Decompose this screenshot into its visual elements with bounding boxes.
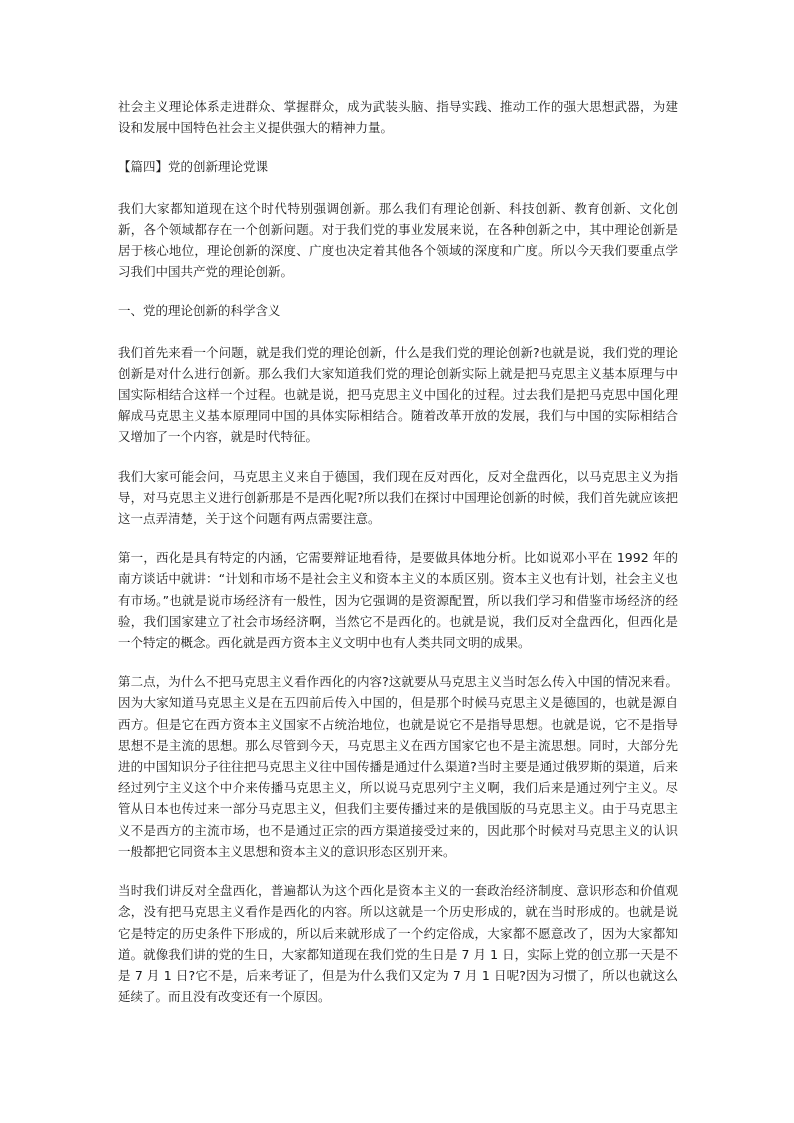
- document-page: [118, 96, 678, 1025]
- section-title: 【篇四】党的创新理论党课: [118, 159, 269, 175]
- paragraph-intro: 社会主义理论体系走进群众、掌握群众，成为武装头脑、指导实践、推动工作的强大思想武器，为建设和发展中国特色社会主义提供强大的精神力量。: [118, 99, 678, 136]
- paragraph-point-two: 第二点，为什么不把马克思主义看作西化的内容?这就要从马克思主义当时怎么传入中国的情况来看。因为大家知道马克思主义是在五四前后传入中国的，但是那个时候马克思主义是德国的，也就是源自西方。但是它在西方资本主义国家不占统治地位，也就是说它不是指导思想。也就是说，它不是指导思想不是主流的思想。那么尽管到今天，马克思主义在西方国家它也不是主流思想。同时，大部分先进的中国知识分子往往把马克思主义往中国传播是通过什么渠道?当时主要是通过俄罗斯的渠道，后来经过列宁主义这个中介来传播马克思主义，所以说马克思列宁主义啊，我们后来是通过列宁主义。尽管从日本也传过来一部分马克思主义，但我们主要传播过来的是俄国版的马克思主义。由于马克思主义不是西方的主流市场，也不是通过正宗的西方渠道接受过来的，因此那个时候对马克思主义的认识一般都把它同资本主义思想和资本主义的意识形态区别开来。: [118, 674, 678, 859]
- paragraph-innovation: 我们大家都知道现在这个时代特别强调创新。那么我们有理论创新、科技创新、教育创新、文化创新，各个领域都存在一个创新问题。对于我们党的事业发展来说，在各种创新之中，其中理论创新是居于核心地位，理论创新的深度、广度也决定着其他各个领域的深度和广度。所以今天我们要重点学习我们中国共产党的理论创新。: [118, 200, 678, 280]
- paragraph-westernization-question: 我们大家可能会问，马克思主义来自于德国，我们现在反对西化，反对全盘西化，以马克思主义为指导，对马克思主义进行创新那是不是西化呢?所以我们在探讨中国理论创新的时候，我们首先就应该把这一点弄清楚，关于这个问题有两点需要注意。: [118, 468, 678, 527]
- paragraph-history: 当时我们讲反对全盘西化，普遍都认为这个西化是资本主义的一套政治经济制度、意识形态和价值观念，没有把马克思主义看作是西化的内容。所以这就是一个历史形成的，就在当时形成的。也就是说它是特定的历史条件下形成的，所以后来就形成了一个约定俗成，大家都不愿意改了，因为大家都知道。就像我们讲的党的生日，大家都知道现在我们党的生日是 7 月 1 日，实际上党的创立那一天是不是 7 月 1 日?它不是，后来考证了，但是为什么我们又定为 7 月 1 日呢?因为习惯了，所以也就这么延续了。而且没有改变还有一个原因。: [118, 883, 678, 1005]
- paragraph-definition: 我们首先来看一个问题，就是我们党的理论创新，什么是我们党的理论创新?也就是说，我们党的理论创新是对什么进行创新。那么我们大家知道我们党的理论创新实际上就是把马克思主义基本原理与中国实际相结合这样一个过程。也就是说，把马克思主义中国化的过程。过去我们是把马克思中国化理解成马克思主义基本原理同中国的具体实际相结合。随着改革开放的发展，我们与中国的实际相结合又增加了一个内容，就是时代特征。: [118, 344, 678, 445]
- subsection-title: 一、党的理论创新的科学含义: [118, 303, 281, 319]
- paragraph-point-one: 第一，西化是具有特定的内涵，它需要辩证地看待，是要做具体地分析。比如说邓小平在 1992 年的南方谈话中就讲：“计划和市场不是社会主义和资本主义的本质区别。资本主义也有计划，社会主义也有市场。”也就是说市场经济有一般性，因为它强调的是资源配置，所以我们学习和借鉴市场经济的经验，我们国家建立了社会市场经济啊，当然它不是西化的。也就是说，我们反对全盘西化，但西化是一个特定的概念。西化就是西方资本主义文明中也有人类共同文明的成果。: [118, 550, 678, 651]
